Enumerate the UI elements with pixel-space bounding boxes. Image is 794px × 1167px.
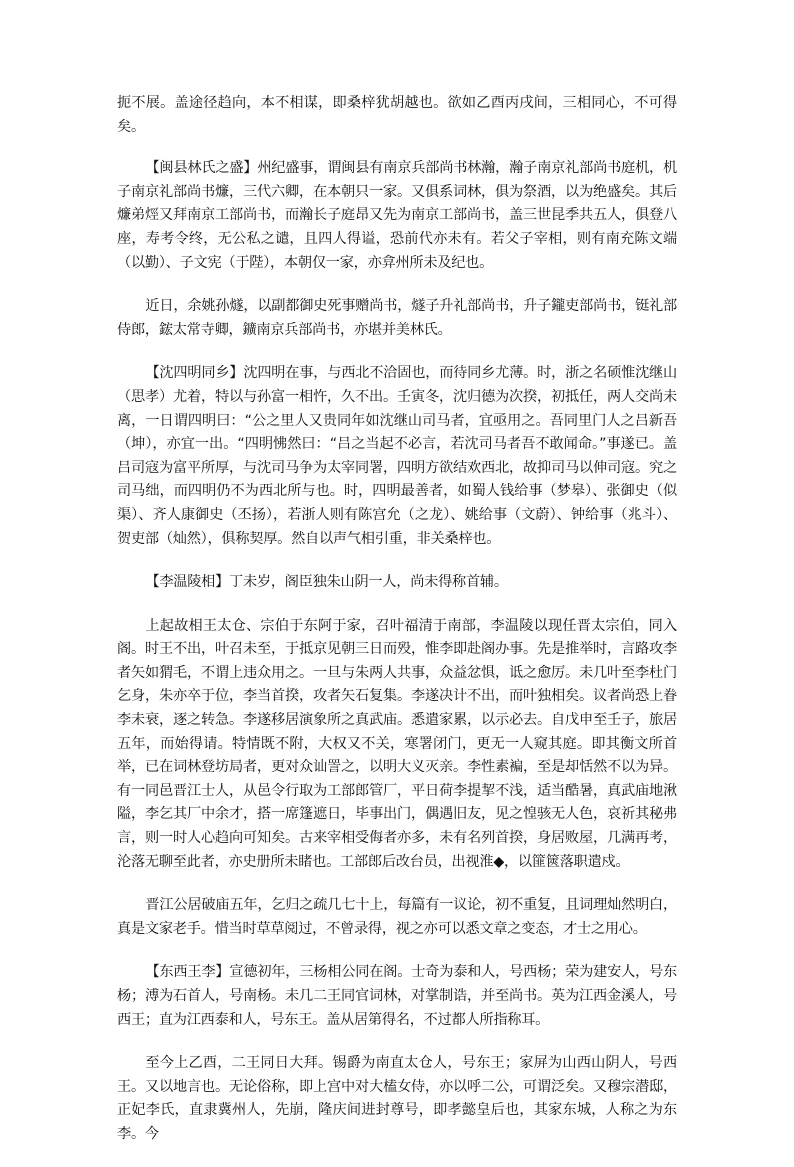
paragraph-li-wenling-story: 上起故相王太仓、宗伯于东阿于家，召叶福清于南部，李温陵以现任晋太宗伯，同入阁。时王不出，叶召未至，于抵京见朝三日而殁，惟李即赴阁办事。先是推举时，言路攻李者矢如猬毛，不谓上违众用之。一旦与朱两人共事，众益忿惧，诋之愈厉。未几叶至李杜门乞身，朱亦卒于位，李当首揆，攻者矢石复集。李遂决计不出，而叶独相矣。议者尚恐上眷李未衰，逐之转急。李遂移居演象所之真武庙。悉遣家累，以示必去。自戊申至壬子，旅居五年，而始得请。特情既不附，大权又不关，寒署闭门，更无一人窥其庭。即其衡文所首举，已在词林登坊局者，更对众讪詈之，以明大义灭亲。李性素褊，至是却恬然不以为异。有一同邑晋江士人，从邑令行取为工部郎管厂，平日荷李提挈不浅，适当酷暑，真武庙地湫隘，李乞其厂中余才，搭一席篷遮日，毕事出门，偶遇旧友，见之惶骇无人色，哀祈其秘弗言，则一时人心趋向可知矣。古来宰相受侮者亦多，未有名列首揆，身居败屋，几满再考，沦落无聊至此者，亦史册所未睹也。工部郎后改台员，出视淮◆，以篚篋落职遣戍。 <box>117 617 677 870</box>
paragraph-minxian-lin: 【闽县林氏之盛】州纪盛事，谓闽县有南京兵部尚书林瀚，瀚子南京礼部尚书庭机，机子南京礼部尚书燫，三代六卿，在本朝只一家。又俱系词林，俱为祭酒，以为绝盛矣。其后燫弟烴又拜南京工部尚书，而瀚长子庭昂又先为南京工部尚书，盖三世昆季共五人，俱登八座，寿考令终，无公私之谴，且四人得谥，恐前代亦未有。若父子宰相，则有南充陈文端（以勤）、子文宪（于陛），本朝仅一家，亦弇州所未及纪也。 <box>117 160 677 271</box>
paragraph-jinjiang: 晋江公居破庙五年，乞归之疏几七十上，每篇有一议论，初不重复，且词理灿然明白，真是文家老手。惜当时草草阅过，不曾录得，视之亦可以悉文章之变态，才士之用心。 <box>117 897 677 937</box>
document-body <box>117 92 677 1167</box>
paragraph-yuyao-sun: 近日，余姚孙燧，以副都御史死事赠尚书，燧子升礼部尚书，升子鑨吏部尚书，铤礼部侍郎，鋐太常寺卿，鑛南京兵部尚书，亦堪并美林氏。 <box>117 298 677 338</box>
paragraph-dong-xi-wang-li: 【东西王李】宣德初年，三杨相公同在阁。士奇为泰和人，号西杨；荣为建安人，号东杨；溥为石首人，号南杨。未几二王同官词林，对掌制诰，并至尚书。英为江西金溪人，号西王；直为江西泰和人，号东王。盖从居第得名，不过都人所指称耳。 <box>117 964 677 1028</box>
paragraph-continuation: 扼不展。盖途径趋向，本不相谋，即桑梓犹胡越也。欲如乙酉丙戌间，三相同心，不可得矣。 <box>117 95 677 135</box>
paragraph-li-wenling-heading: 【李温陵相】丁未岁，阁臣独朱山阴一人，尚未得称首辅。 <box>145 574 508 591</box>
paragraph-shen-siming: 【沈四明同乡】沈四明在事，与西北不洽固也，而待同乡尤薄。时，浙之名硕惟沈继山（思孝）尤着，特以与孙富一相忤，久不出。壬寅冬，沈归德为次揆，初抵任，两人交尚未离，一日谓四明曰：“公之里人又贵同年如沈继山司马者，宜亟用之。吾同里门人之吕新吾（坤），亦宜一出。“四明怫然曰：“吕之当起不必言，若沈司马者吾不敢闻命。”事遂已。盖吕司寇为富平所厚，与沈司马争为太宰同署，四明方欲结欢西北，故抑司马以伸司寇。究之司马绌，而四明仍不为西北所与也。时，四明最善者，如蜀人钱给事（梦皋）、张御史（似渠）、齐人康御史（丕扬），若浙人则有陈宫允（之龙）、姚给事（文蔚）、钟给事（兆斗）、贺吏部（灿然），俱称契厚。然自以声气相引重，非关桑梓也。 <box>117 365 677 547</box>
paragraph-yiyou: 至今上乙酉，二王同日大拜。锡爵为南直太仓人，号东王；家屏为山西山阴人，号西王。又以地言也。无论俗称，即上宫中对大榼女侍，亦以呼二公，可谓泛矣。又穆宗潜邸，正妃李氏，直隶冀州人，先崩，隆庆间进封尊号，即孝懿皇后也，其家东城，人称之为东李。今 <box>117 1055 677 1142</box>
